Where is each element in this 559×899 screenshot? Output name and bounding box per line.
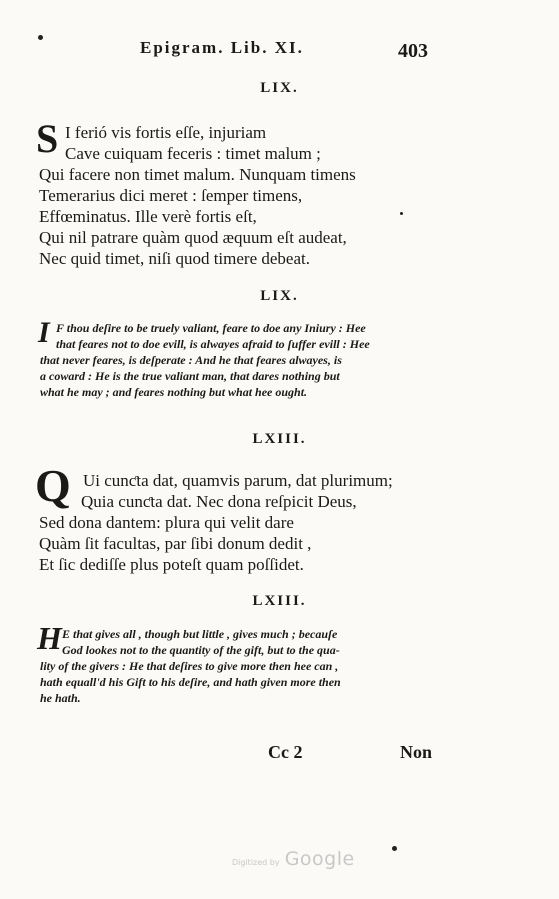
prose-line: that never feares, is deſperate : And he that feares alwayes, is [40,353,342,367]
verse-line: Cave cuiquam feceris : timet malum ; [65,144,321,163]
latin-epigram-lix [39,122,439,269]
verse-line: Quia cunƈta dat. Nec dona reſpicit Deus, [81,492,357,511]
prose-line: a coward : He is the true valiant man, that dares nothing but [40,369,340,383]
epigram-number-lxiii-translation: LXIII. [252,593,307,609]
prose-line: God lookes not to the quantity of the gift, but to the qua- [62,643,340,657]
verse-line: Quàm ſit facultas, par ſibi donum dedit , [39,534,312,553]
verse-line: Ui cunƈta dat, quamvis parum, dat plurimum; [83,471,393,490]
prose-line: hath equall'd his Gift to his deſire, and hath given more then [40,675,341,689]
epigram-number-lix: LIX. [260,80,299,96]
ink-speck [392,846,397,851]
epigram-number-lxiii: LXIII. [252,431,307,447]
watermark-caption: Digitized by [232,858,280,867]
verse-line: Effœminatus. Ille verè fortis eſt, [39,207,257,226]
running-title: Epigram. Lib. XI. [140,38,304,57]
prose-line: F thou deſire to be truely valiant, feare to doe any Iniury : Hee [56,321,366,335]
prose-line: what he may ; and feares nothing but what hee ought. [40,385,308,399]
verse-line: Temerarius dici meret : ſemper timens, [39,186,303,205]
verse-line: Sed dona dantem: plura qui velit dare [39,513,294,532]
verse-line: Nec quid timet, niſi quod timere debeat. [39,249,310,268]
ink-speck [38,35,43,40]
prose-line: that feares not to doe evill, is alwayes afraid to ſuffer evill : Hee [56,337,370,351]
epigram-number-lix-translation: LIX. [260,288,299,304]
verse-line: Qui facere non timet malum. Nunquam timens [39,165,356,184]
verse-line: I ferió vis fortis eſſe, injuriam [65,123,267,142]
drop-cap-i: I [38,316,50,349]
digitization-watermark [232,848,355,870]
verse-line: Qui nil patrare quàm quod æquum eſt audeat, [39,228,347,247]
english-translation-lxiii [40,626,436,706]
page-number: 403 [398,40,428,62]
prose-line: lity of the givers : He that deſires to give more then hee can , [40,659,339,673]
latin-epigram-lxiii [39,470,439,575]
prose-line: E that gives all , though but little , gives much ; becauſe [62,627,338,641]
signature-mark: Cc 2 [268,742,303,762]
verse-line: Et ſic dediſſe plus poteſt quam poſſidet. [39,555,304,574]
ink-speck [400,212,403,215]
prose-line: he hath. [40,691,81,705]
english-translation-lix [38,316,436,400]
catchword: Non [400,742,433,762]
drop-cap-s: S [36,116,59,161]
drop-cap-h: H [37,620,62,656]
google-logo: Google [284,848,355,870]
drop-cap-q: Q [35,460,71,511]
